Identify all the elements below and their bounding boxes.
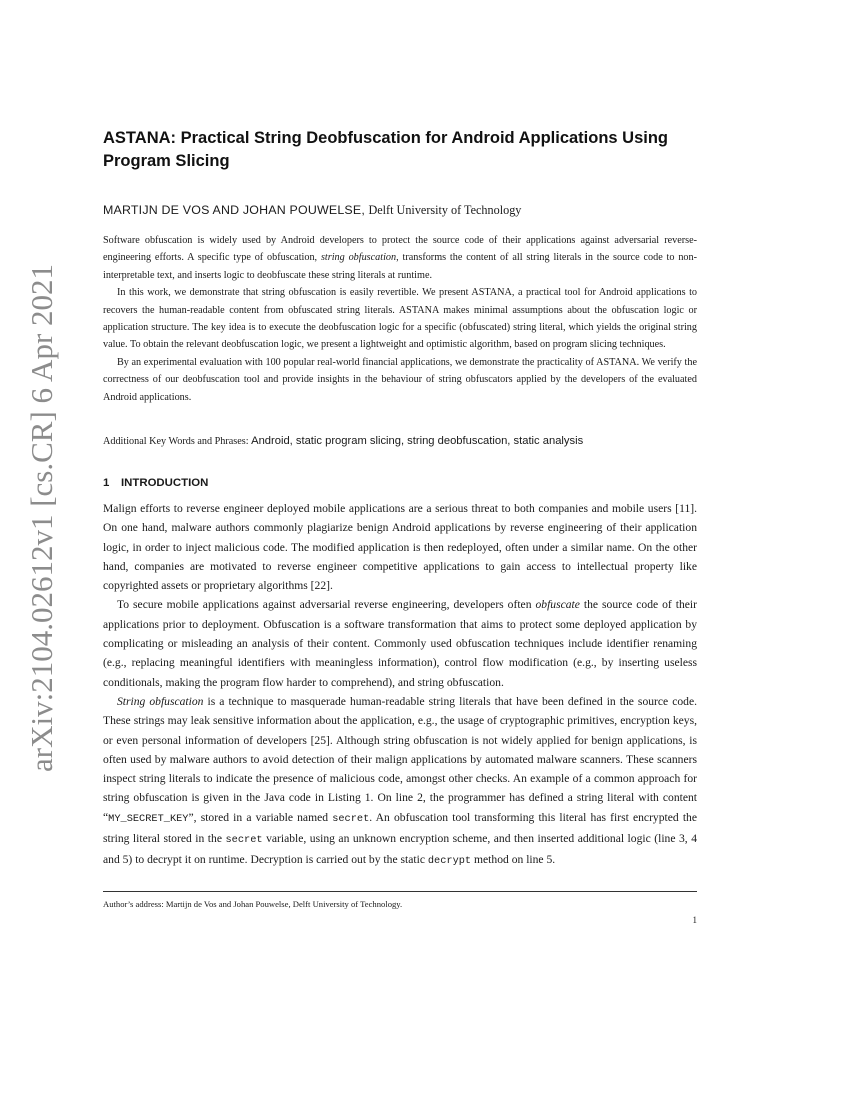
section-number: 1 xyxy=(103,477,110,489)
introduction-body xyxy=(103,499,697,872)
body-paragraph: String obfuscation is a technique to masquerade human-readable string literals that have been defined in the source code. These strings may leak sensitive information about the application, e.g., the usage of cryptographic primitives, encryption keys, or even personal information of developers [25]. Although string obfuscation is not widely applied for benign applications, is often used by malware authors to avoid detection of their malign applications by automated malware scanners. These scanners inspect string literals to indicate the presence of malicious code, amongst other checks. An example of a common approach for string obfuscation is given in the Java code in Listing 1. On line 2, the programmer has defined a string literal with content “MY_SECRET_KEY”, stored in a variable named secret. An obfuscation tool transforming this literal has first encrypted the string literal stored in the secret variable, using an unknown encryption scheme, and then inserted additional logic (line 3, 4 and 5) to decrypt it on runtime. Decryption is carried out by the static decrypt method on line 5. xyxy=(103,694,698,868)
abstract-paragraph: In this work, we demonstrate that string obfuscation is easily revertible. We present ASTANA, a practical tool for Android applications to recovers the human-readable content from obfuscated string literals. ASTANA makes minimal assumptions about the obfuscation logic or application structure. The key idea is to execute the deobfuscation logic for a specific (obfuscated) string literal, which yields the original string value. To obtain the relevant deobfuscation logic, we present a lightweight and optimistic algorithm, based on program slicing techniques. xyxy=(103,287,697,351)
author-line xyxy=(103,202,703,218)
section-heading xyxy=(103,475,697,491)
section-title: INTRODUCTION xyxy=(121,477,209,489)
keywords xyxy=(103,433,697,450)
keywords-list: Android, static program slicing, string deobfuscation, static analysis xyxy=(251,435,584,447)
inline-code: secret xyxy=(225,834,263,847)
inline-code: decrypt xyxy=(427,855,472,868)
abstract xyxy=(103,232,697,406)
abstract-paragraph: By an experimental evaluation with 100 popular real-world financial applications, we demonstrate the practicality of ASTANA. We verify the correctness of our deobfuscation tool and provide insights in the behaviour of string obfuscators applied by the developers of the evaluated Android applications. xyxy=(103,356,697,403)
author-affiliation: Delft University of Technology xyxy=(368,203,522,217)
body-paragraph: To secure mobile applications against adversarial reverse engineering, developers often obfuscate the source code of their applications prior to deployment. Obfuscation is a software transformation that aims to protect some deployed application by complicating or misleading an analysis of their content. Commonly used obfuscation techniques include identifier renaming (e.g., replacing meaningful identifiers with meaningless information), control flow modification (e.g., by inserting useless conditionals, making the program flow harder to comprehend), and string obfuscation. xyxy=(103,598,697,689)
page-number: 1 xyxy=(692,915,697,925)
body-paragraph: Malign efforts to reverse engineer deployed mobile applications are a serious threat to both companies and mobile users [11]. On one hand, malware authors commonly plagiarize benign Android applications by reverse engineering of their application logic, in order to inject malicious code. The modified application is then redeployed, often under a similar name. On the other hand, companies are motivated to reverse engineer competitive applications to gain access to intellectual property like copyrighted assets or proprietary algorithms [22]. xyxy=(103,502,697,593)
abstract-paragraph: Software obfuscation is widely used by Android developers to protect the source code of their applications against adversarial reverse-engineering efforts. A specific type of obfuscation, string obfuscation, transforms the content of all string literals in the source code to non-interpretable text, and inserts logic to deobfuscate these string literals at runtime. xyxy=(103,235,697,281)
author-names: MARTIJN DE VOS AND JOHAN POUWELSE, xyxy=(103,203,365,217)
keywords-label: Additional Key Words and Phrases: xyxy=(103,436,252,447)
footnote-rule xyxy=(103,891,697,892)
arxiv-identifier: arXiv:2104.02612v1 [cs.CR] 6 Apr 2021 xyxy=(24,263,59,772)
inline-code: secret xyxy=(332,812,370,825)
inline-code: MY_SECRET_KEY xyxy=(108,812,189,825)
paper-title: ASTANA: Practical String Deobfuscation for Android Applications Using Program Slicing xyxy=(103,129,669,170)
footnote: Author’s address: Martijn de Vos and Johan Pouwelse, Delft University of Technology. xyxy=(103,899,403,909)
